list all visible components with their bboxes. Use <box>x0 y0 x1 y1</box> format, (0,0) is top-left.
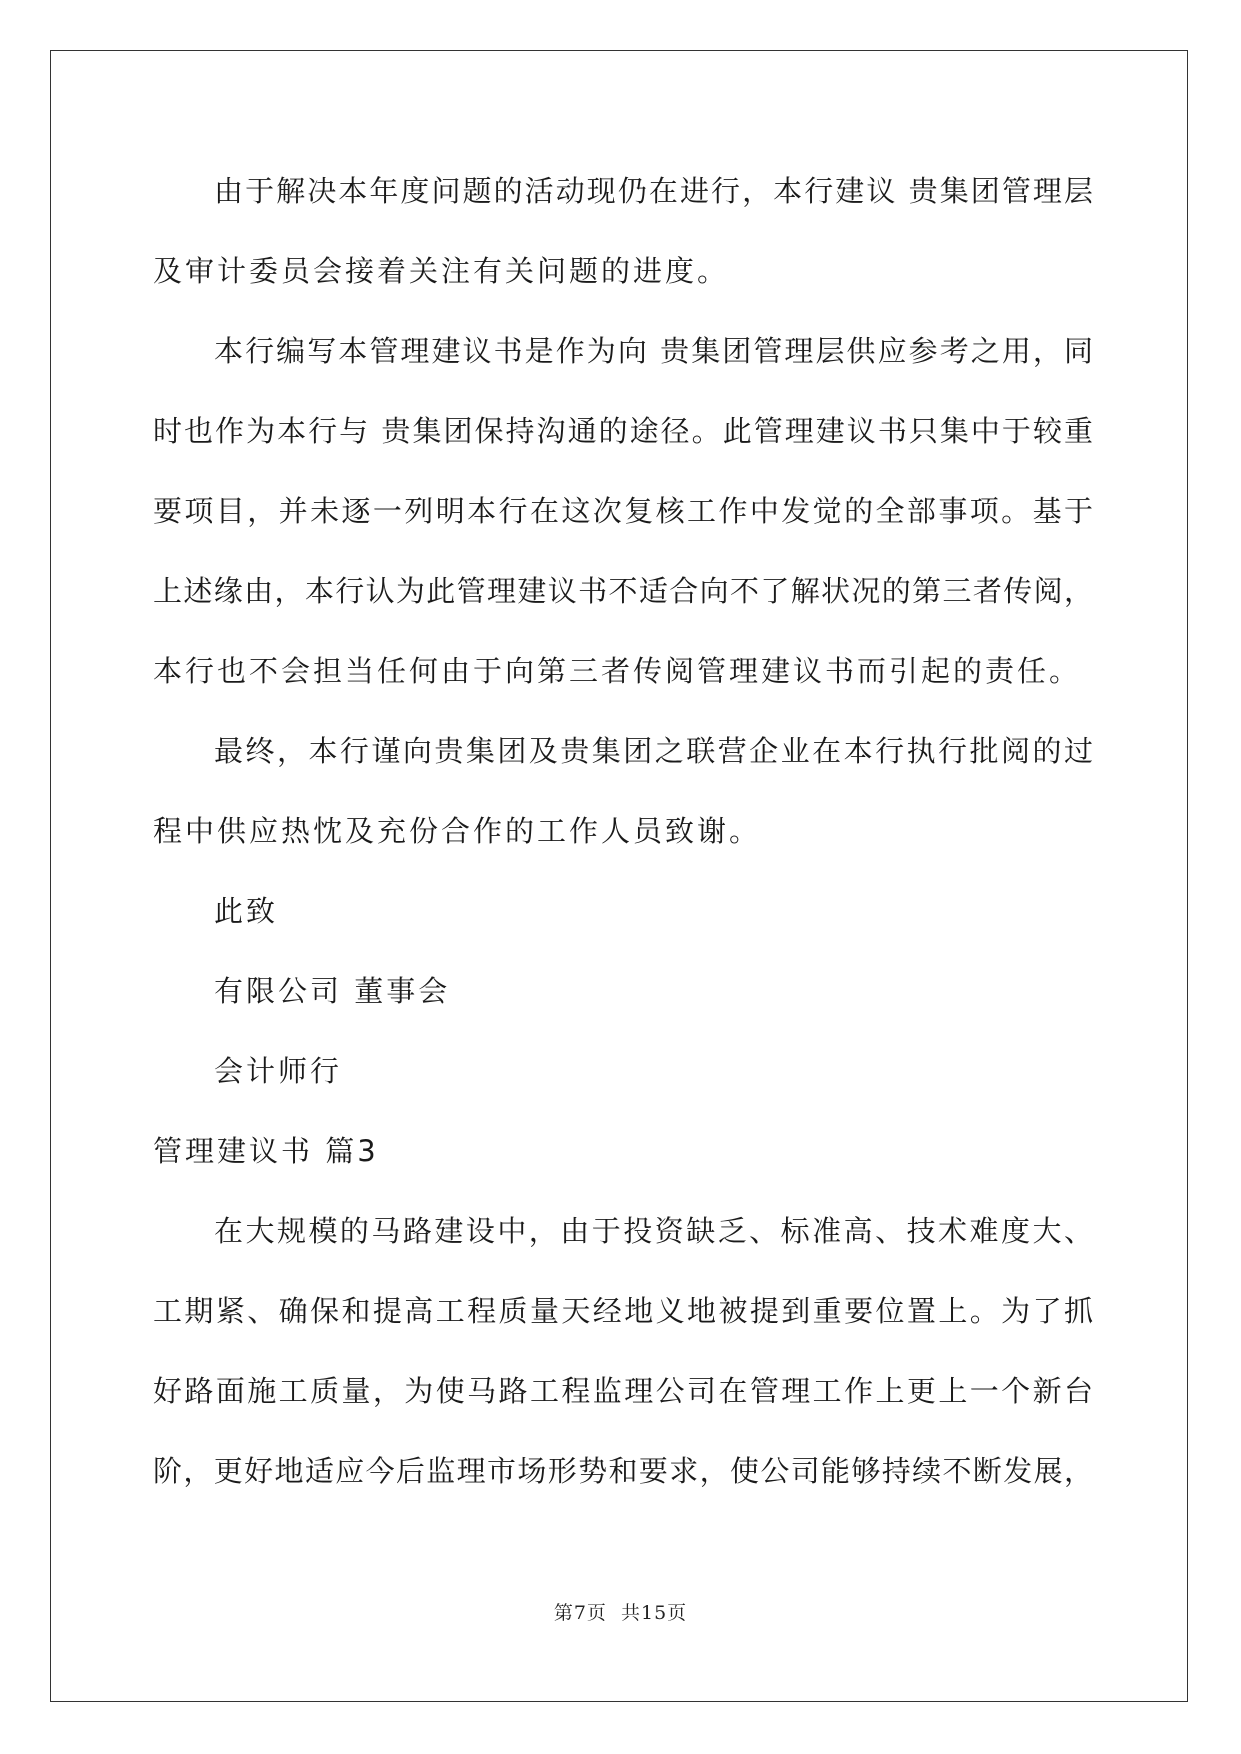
document-body <box>153 162 1093 1522</box>
recipient: 有限公司 董事会 <box>214 974 451 1008</box>
page-footer <box>0 1598 1241 1625</box>
paragraph-line: 本行也不会担当任何由于向第三者传阅管理建议书而引起的责任。 <box>153 654 1082 688</box>
paragraph-line: 本行编写本管理建议书是作为向 贵集团管理层供应参考之用，同 <box>214 334 1093 368</box>
sender: 会计师行 <box>214 1054 343 1088</box>
paragraph-line: 上述缘由，本行认为此管理建议书不适合向不了解状况的第三者传阅， <box>153 574 1093 608</box>
paragraph-line: 阶，更好地适应今后监理市场形势和要求，使公司能够持续不断发展， <box>153 1454 1093 1488</box>
paragraph-line: 在大规模的马路建设中，由于投资缺乏、标准高、技术难度大、 <box>214 1214 1093 1248</box>
section-heading: 管理建议书 篇3 <box>153 1134 379 1168</box>
paragraph-line: 及审计委员会接着关注有关问题的进度。 <box>153 254 730 288</box>
paragraph-line: 由于解决本年度问题的活动现仍在进行，本行建议 贵集团管理层 <box>214 174 1093 208</box>
paragraph-line: 要项目，并未逐一列明本行在这次复核工作中发觉的全部事项。基于 <box>153 494 1093 528</box>
page-number: 第7页 共15页 <box>553 1602 688 1624</box>
paragraph-line: 好路面施工质量，为使马路工程监理公司在管理工作上更上一个新台 <box>153 1374 1093 1408</box>
paragraph-line: 程中供应热忱及充份合作的工作人员致谢。 <box>153 814 762 848</box>
paragraph-line: 最终，本行谨向贵集团及贵集团之联营企业在本行执行批阅的过 <box>214 734 1093 768</box>
paragraph-line: 时也作为本行与 贵集团保持沟通的途径。此管理建议书只集中于较重 <box>153 414 1093 448</box>
paragraph-line: 工期紧、确保和提高工程质量天经地义地被提到重要位置上。为了抓 <box>153 1294 1093 1328</box>
salutation: 此致 <box>214 894 279 928</box>
